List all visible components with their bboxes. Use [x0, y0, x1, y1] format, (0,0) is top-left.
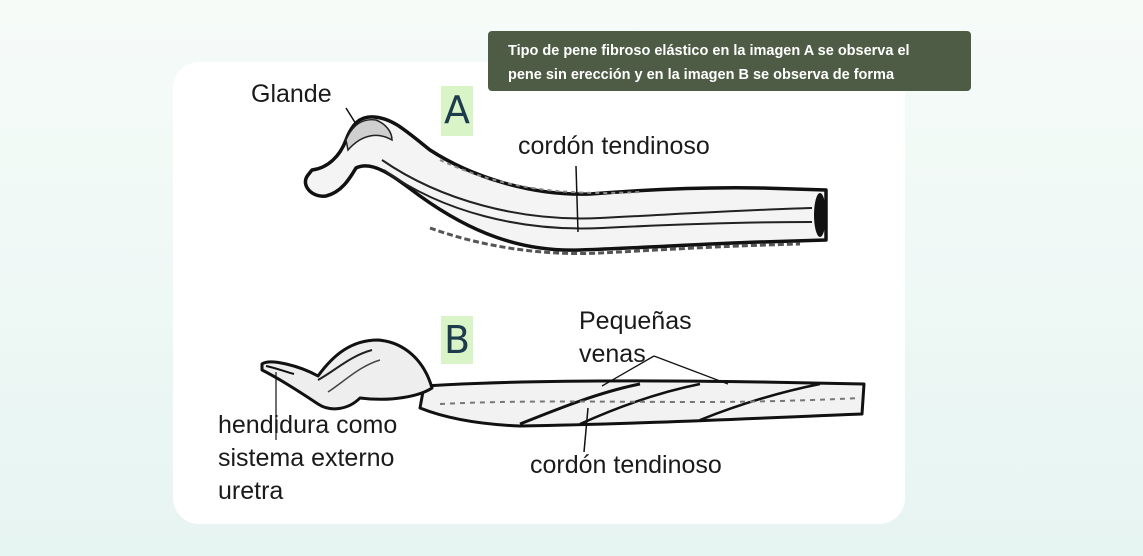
label-venas: venas: [579, 340, 646, 368]
label-pequenas: Pequeñas: [579, 307, 692, 335]
figure-a-glande-pointer: [346, 108, 356, 124]
figure-b-glans: [262, 340, 432, 409]
figure-a-end-opening: [814, 193, 826, 237]
label-hendidura-3: uretra: [218, 477, 284, 505]
figure-b-badge: B: [441, 316, 473, 364]
label-cordon-tendinoso-a: cordón tendinoso: [518, 132, 710, 160]
caption-tooltip: [488, 31, 971, 91]
caption-line-1: Tipo de pene fibroso elástico en la imagen A se observa el: [508, 43, 910, 59]
label-hendidura-2: sistema externo: [218, 444, 395, 472]
label-glande: Glande: [251, 80, 332, 108]
figure-a-badge: A: [441, 86, 473, 136]
label-hendidura-1: hendidura como: [218, 411, 398, 439]
label-cordon-tendinoso-b: cordón tendinoso: [530, 451, 722, 479]
figure-b-shaft-outline: [420, 381, 864, 426]
caption-line-2: pene sin erección y en la imagen B se observa de forma: [508, 67, 895, 83]
